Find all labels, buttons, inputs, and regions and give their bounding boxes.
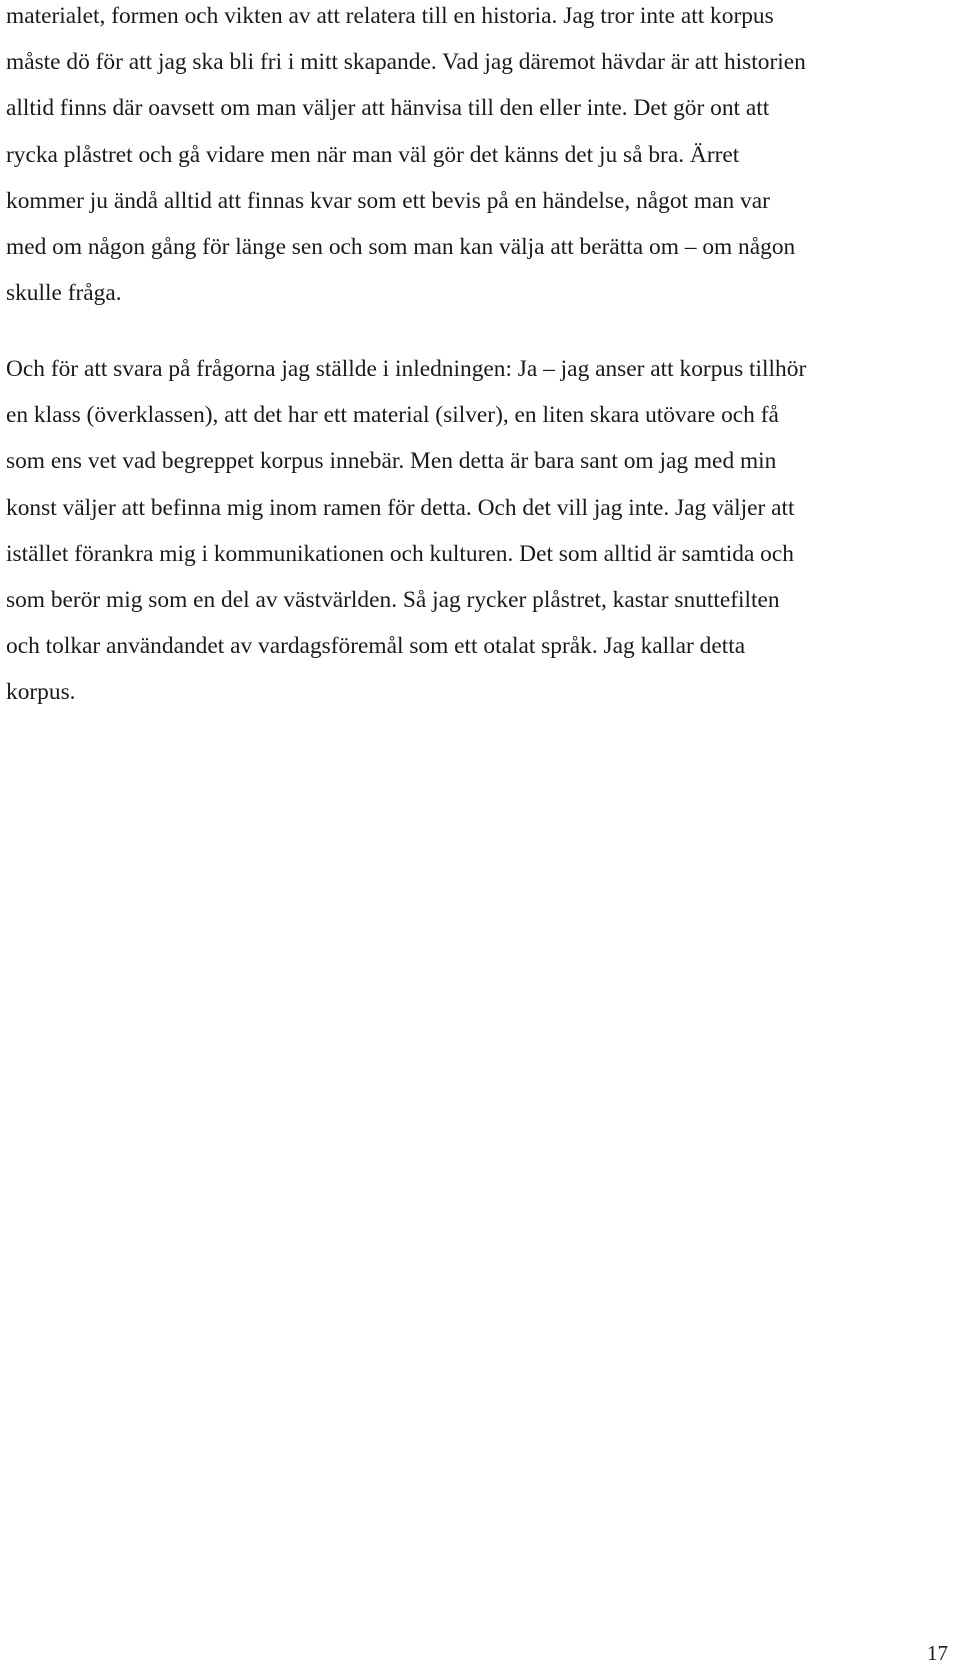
text-line: som berör mig som en del av västvärlden. Så jag rycker plåstret, kastar snuttefilten [6, 587, 780, 614]
text-line: med om någon gång för länge sen och som man kan välja att berätta om – om någon [6, 234, 796, 261]
text-line: istället förankra mig i kommunikationen och kulturen. Det som alltid är samtida och [6, 540, 794, 567]
body-paragraph-1 [6, 0, 951, 316]
text-line: måste dö för att jag ska bli fri i mitt skapande. Vad jag däremot hävdar är att historien [6, 49, 806, 76]
text-line: en klass (överklassen), att det har ett material (silver), en liten skara utövare och få [6, 402, 779, 429]
text-line: materialet, formen och vikten av att relatera till en historia. Jag tror inte att korpus [6, 3, 774, 29]
text-line: rycka plåstret och gå vidare men när man väl gör det känns det ju så bra. Ärret [6, 141, 740, 168]
body-paragraph-2 [6, 346, 951, 716]
page-number: 17 [927, 1641, 948, 1665]
text-line: Och för att svara på frågorna jag ställde i inledningen: Ja – jag anser att korpus tillhör [6, 356, 807, 382]
text-line: alltid finns där oavsett om man väljer att hänvisa till den eller inte. Det gör ont att [6, 95, 770, 122]
text-line: korpus. [6, 679, 76, 706]
text-line: som ens vet vad begreppet korpus innebär. Men detta är bara sant om jag med min [6, 448, 777, 475]
text-line: konst väljer att befinna mig inom ramen för detta. Och det vill jag inte. Jag väljer att [6, 494, 795, 521]
text-line: och tolkar användandet av vardagsföremål som ett otalat språk. Jag kallar detta [6, 633, 746, 660]
text-line: skulle fråga. [6, 280, 122, 307]
text-line: kommer ju ändå alltid att finnas kvar som ett bevis på en händelse, något man var [6, 187, 770, 214]
